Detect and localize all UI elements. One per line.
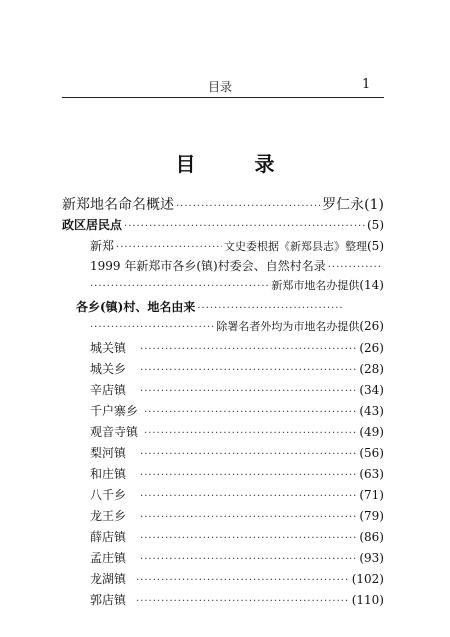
toc-entry-xinzheng[interactable] xyxy=(90,237,384,254)
entry-page: (26) xyxy=(359,341,384,355)
entry-title: 梨河镇 xyxy=(90,446,127,460)
dot-leader xyxy=(136,575,350,586)
dot-leader xyxy=(140,344,357,355)
entry-page: (102) xyxy=(351,572,384,586)
entry-title: 辛店镇 xyxy=(90,383,127,397)
entry-page: (110) xyxy=(351,593,384,607)
entry-page: (5) xyxy=(367,239,384,253)
entry-title: 千户寨乡 xyxy=(90,404,139,418)
dot-leader xyxy=(140,533,357,544)
entry-title: 八千乡 xyxy=(90,488,127,502)
entry-page: (28) xyxy=(359,362,384,376)
dot-leader xyxy=(140,365,357,376)
dot-leader xyxy=(144,407,357,418)
toc-entry-overview[interactable] xyxy=(62,194,384,214)
entry-page: (71) xyxy=(359,488,384,502)
entry-title: 政区居民点 xyxy=(62,218,123,232)
entry-source: 除署名者外均为市地名办提供 xyxy=(216,320,360,333)
entry-title: 孟庄镇 xyxy=(90,551,127,565)
entry-title: 1999 年新郑市各乡(镇)村委会、自然村名录 xyxy=(90,259,326,273)
entry-page: (1) xyxy=(364,197,384,213)
dot-leader xyxy=(197,303,344,314)
toc-title: 目 录 xyxy=(175,152,301,176)
entry-title: 和庄镇 xyxy=(90,467,127,481)
toc-entry-town[interactable] xyxy=(90,381,384,398)
dot-leader xyxy=(328,262,382,273)
toc-entry-town[interactable] xyxy=(90,549,384,566)
entry-source: 新郑市地名办提供 xyxy=(271,279,360,292)
entry-title: 薛店镇 xyxy=(90,530,127,544)
dot-leader xyxy=(140,512,357,523)
toc-entry-town[interactable] xyxy=(90,486,384,503)
toc-entry-villages-continuation xyxy=(90,277,384,293)
entry-page: (79) xyxy=(359,509,384,523)
toc-entry-town[interactable] xyxy=(90,507,384,524)
dot-leader xyxy=(90,322,214,333)
entry-page: (26) xyxy=(359,319,384,333)
entry-page: (56) xyxy=(359,446,384,460)
header-rule xyxy=(62,97,384,98)
toc-entry-section[interactable] xyxy=(62,216,384,233)
entry-title: 龙王乡 xyxy=(90,509,127,523)
entry-author: 罗仁永 xyxy=(322,197,365,213)
entry-title: 城关镇 xyxy=(90,341,127,355)
entry-title: 龙湖镇 xyxy=(90,572,127,586)
dot-leader xyxy=(140,470,357,481)
entry-source: 文史委根据《新郑县志》整理 xyxy=(224,240,367,253)
toc-entry-town[interactable] xyxy=(90,465,384,482)
dot-leader xyxy=(124,221,365,232)
toc-entry-town[interactable] xyxy=(90,339,384,356)
dot-leader xyxy=(116,242,222,253)
entry-page: (49) xyxy=(359,425,384,439)
toc-entry-origins[interactable] xyxy=(76,298,346,315)
running-header-title: 目录 xyxy=(208,80,233,94)
entry-title: 新郑 xyxy=(90,239,115,253)
toc-entry-town[interactable] xyxy=(90,444,384,461)
toc-entry-origins-continuation xyxy=(90,318,384,334)
toc-entry-town[interactable] xyxy=(90,402,384,419)
dot-leader xyxy=(140,491,357,502)
dot-leader xyxy=(136,596,350,607)
dot-leader xyxy=(140,449,357,460)
toc-entry-town[interactable] xyxy=(90,528,384,545)
entry-page: (93) xyxy=(359,551,384,565)
toc-entry-town[interactable] xyxy=(90,423,384,440)
toc-entry-town[interactable] xyxy=(90,360,384,377)
running-header-page-number: 1 xyxy=(362,77,371,92)
entry-title: 新郑地名命名概述 xyxy=(62,197,174,213)
entry-title: 城关乡 xyxy=(90,362,127,376)
toc-entry-town[interactable] xyxy=(90,570,384,587)
entry-page: (5) xyxy=(367,218,384,232)
entry-title: 观音寺镇 xyxy=(90,425,139,439)
toc-entry-town[interactable] xyxy=(90,591,384,608)
dot-leader xyxy=(90,281,269,292)
entry-page: (34) xyxy=(359,383,384,397)
dot-leader xyxy=(140,554,357,565)
entry-page: (63) xyxy=(359,467,384,481)
entry-page: (86) xyxy=(359,530,384,544)
dot-leader xyxy=(140,386,357,397)
entry-title: 各乡(镇)村、地名由来 xyxy=(76,300,196,314)
toc-entry-villages[interactable] xyxy=(90,257,384,274)
dot-leader xyxy=(144,428,357,439)
dot-leader xyxy=(176,201,320,212)
entry-page: (14) xyxy=(359,278,384,292)
entry-title: 郭店镇 xyxy=(90,593,127,607)
entry-page: (43) xyxy=(359,404,384,418)
